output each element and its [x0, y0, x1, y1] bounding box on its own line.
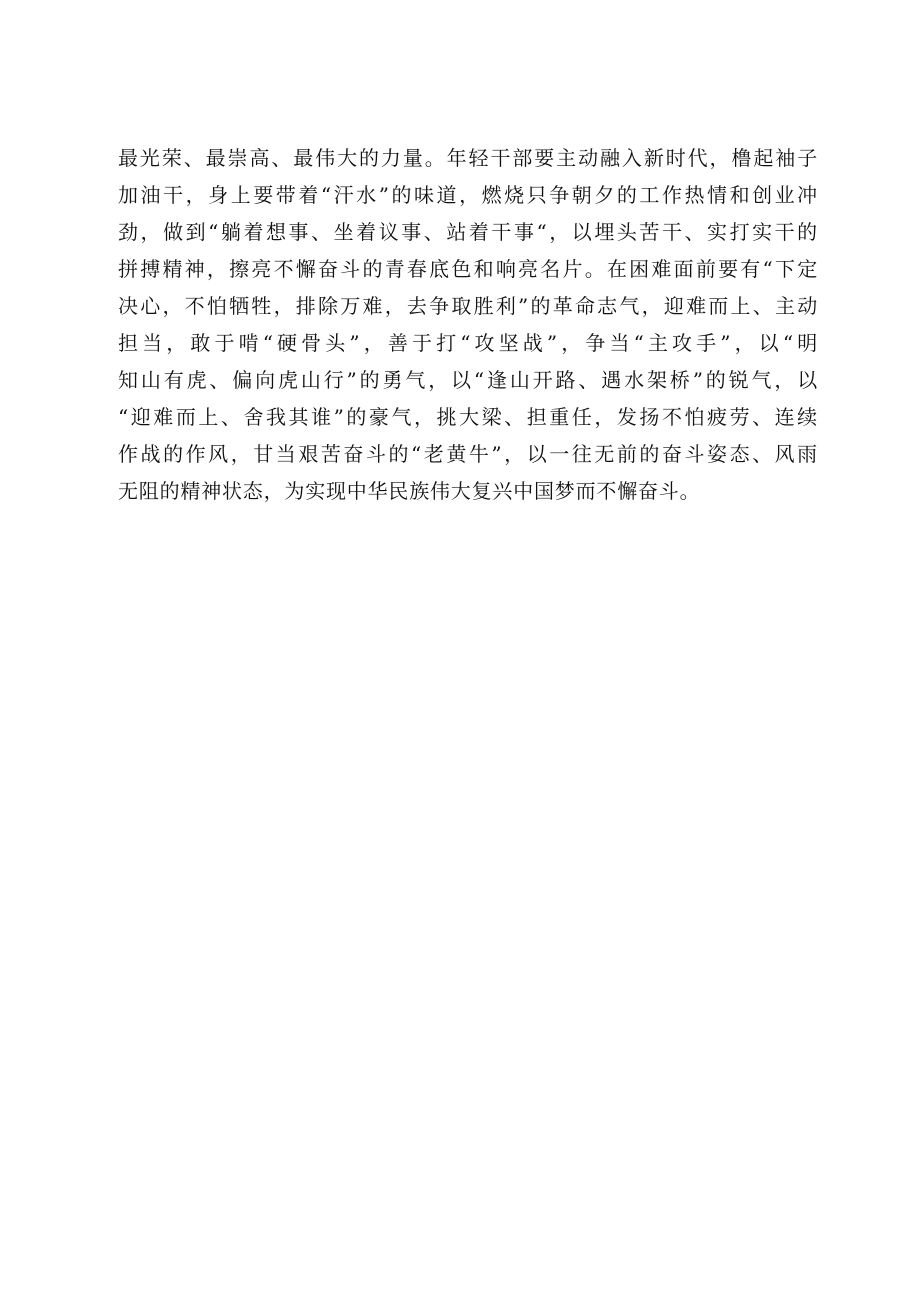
paragraph-line: 作战的作风，甘当艰苦奋斗的“老黄牛”，以一往无前的奋斗姿态、风雨 [118, 442, 818, 466]
paragraph-line: 知山有虎、偏向虎山行”的勇气，以“逢山开路、遇水架桥”的锐气，以 [118, 368, 818, 392]
paragraph-line: 拼搏精神，擦亮不懈奋斗的青春底色和响亮名片。在困难面前要有“下定 [118, 257, 818, 281]
paragraph-line: “迎难而上、舍我其谁”的豪气，挑大梁、担重任，发扬不怕疲劳、连续 [118, 405, 818, 429]
paragraph-line: 加油干，身上要带着“汗水”的味道，燃烧只争朝夕的工作热情和创业冲 [118, 183, 818, 207]
paragraph-line: 决心，不怕牺牲，排除万难，去争取胜利”的革命志气，迎难而上、主动 [118, 294, 818, 318]
paragraph-line: 无阻的精神状态，为实现中华民族伟大复兴中国梦而不懈奋斗。 [118, 479, 701, 503]
body-paragraph [118, 140, 818, 510]
paragraph-line: 劲，做到“躺着想事、坐着议事、站着干事“，以埋头苦干、实打实干的 [118, 220, 818, 244]
paragraph-line: 担当，敢于啃“硬骨头”，善于打“攻坚战”，争当“主攻手”，以“明 [118, 331, 818, 355]
paragraph-line: 最光荣、最崇高、最伟大的力量。年轻干部要主动融入新时代，橹起袖子 [118, 146, 818, 170]
